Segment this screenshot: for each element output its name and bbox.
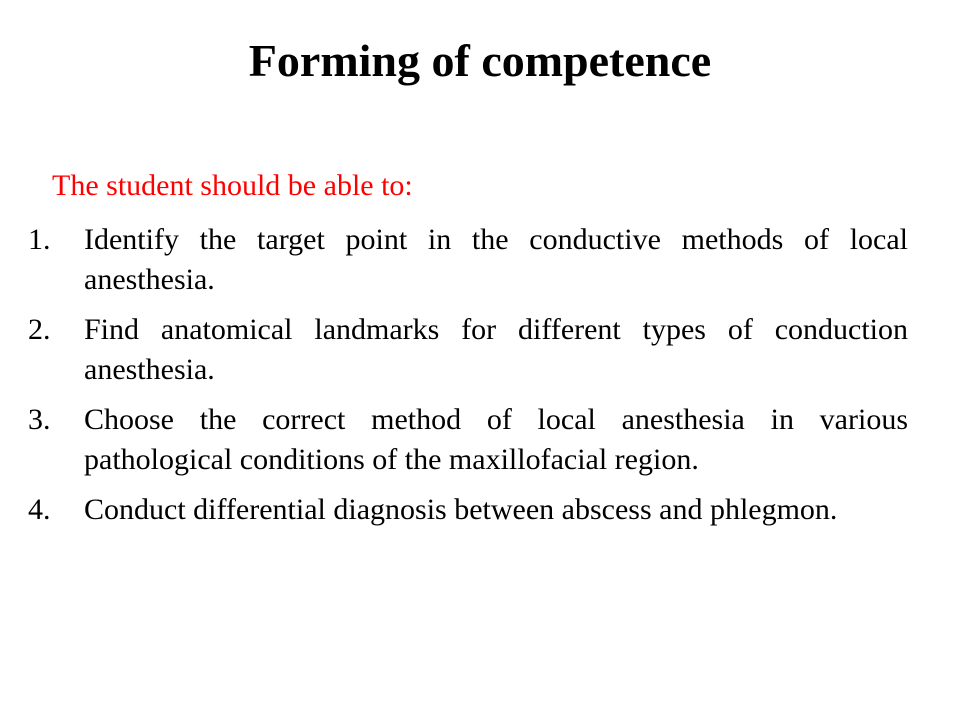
- list-item-text: Identify the target point in the conductive methods of local anesthesia.: [84, 223, 908, 296]
- list-item: [28, 400, 908, 480]
- list-item-number: 1.: [28, 223, 51, 256]
- intro-text: The student should be able to:: [52, 169, 413, 202]
- list-item: [28, 220, 908, 300]
- list-item-text: Conduct differential diagnosis between abscess and phlegmon.: [84, 493, 838, 526]
- list-item: [28, 310, 908, 390]
- list-item: [28, 490, 908, 530]
- list-item-number: 4.: [28, 493, 51, 526]
- competence-list: [28, 220, 908, 530]
- list-item-text: Choose the correct method of local anesthesia in various pathological conditions of the maxillofacial region.: [84, 403, 908, 476]
- list-item-text: Find anatomical landmarks for different types of conduction anesthesia.: [84, 313, 908, 386]
- list-item-number: 3.: [28, 403, 51, 436]
- slide-title: Forming of competence: [248, 35, 712, 86]
- list-item-number: 2.: [28, 313, 51, 346]
